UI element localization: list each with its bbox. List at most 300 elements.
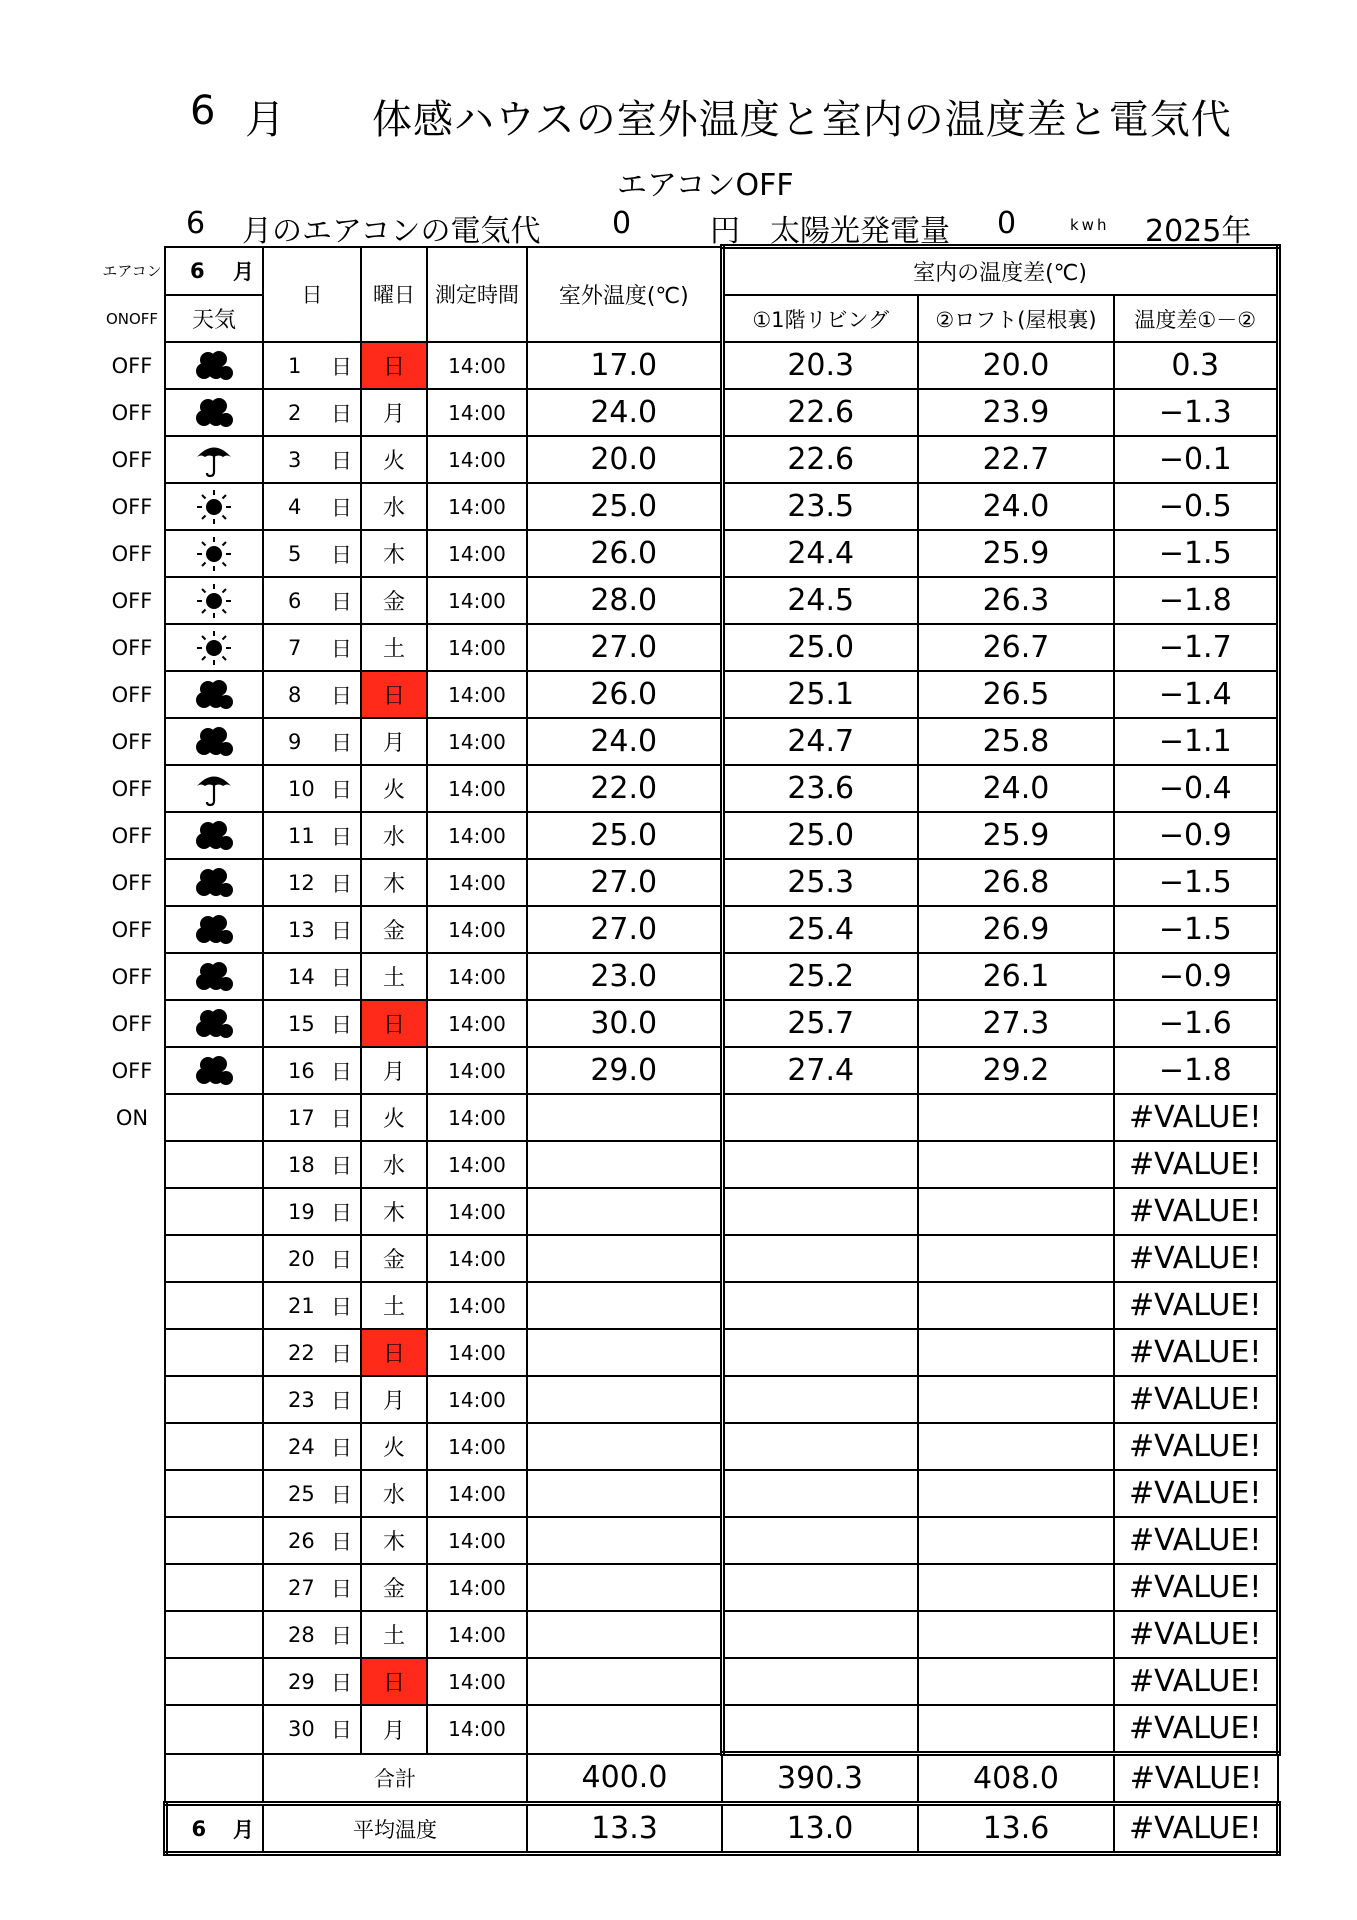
table-row	[100, 812, 1278, 859]
day-number: 30	[288, 1717, 315, 1742]
time-cell: 14:00	[427, 1564, 527, 1611]
day-unit: 日	[331, 1106, 352, 1131]
time-cell: 14:00	[427, 1423, 527, 1470]
ac-status: OFF	[111, 823, 153, 848]
cloudy-icon	[194, 726, 234, 758]
solar-label: 太陽光発電量	[770, 214, 950, 249]
time-cell: 14:00	[427, 812, 527, 859]
indoor1-temp-cell: 25.2	[722, 953, 918, 1000]
weather-cell	[165, 1376, 263, 1423]
average-indoor2: 13.6	[918, 1804, 1114, 1854]
day-unit: 日	[331, 1153, 352, 1178]
indoor1-temp-cell	[722, 1470, 918, 1517]
month-header-number: 6	[190, 258, 205, 283]
time-cell: 14:00	[427, 1188, 527, 1235]
outdoor-temp-cell	[527, 1235, 722, 1282]
indoor1-temp-cell	[722, 1705, 918, 1754]
day-cell	[263, 624, 361, 671]
diff-cell: −1.1	[1114, 718, 1278, 765]
indoor1-temp-cell	[722, 1423, 918, 1470]
weather-cell	[165, 1564, 263, 1611]
day-cell	[263, 1329, 361, 1376]
weather-column-header: 天気	[165, 295, 263, 342]
ac-status: OFF	[111, 400, 153, 425]
table-row	[100, 1658, 1278, 1705]
day-unit: 日	[331, 401, 352, 426]
day-number: 2	[288, 400, 302, 425]
totals-blank-cell	[165, 1754, 263, 1804]
indoor2-temp-cell	[918, 1141, 1114, 1188]
ac-status: ON	[115, 1105, 149, 1130]
weather-cell	[165, 1658, 263, 1705]
day-number: 14	[288, 964, 315, 989]
dow-cell: 火	[361, 436, 427, 483]
diff-cell: #VALUE!	[1114, 1329, 1278, 1376]
indoor2-temp-cell	[918, 1188, 1114, 1235]
day-cell	[263, 1047, 361, 1094]
totals-indoor2: 408.0	[918, 1754, 1114, 1804]
ac-status: OFF	[111, 870, 153, 895]
indoor1-temp-cell	[722, 1094, 918, 1141]
dow-cell: 木	[361, 1517, 427, 1564]
time-cell: 14:00	[427, 577, 527, 624]
cloudy-icon	[194, 867, 234, 899]
table-row	[100, 1000, 1278, 1047]
day-unit: 日	[331, 683, 352, 708]
indoor1-temp-cell: 25.0	[722, 624, 918, 671]
day-unit: 日	[331, 1388, 352, 1413]
day-number: 25	[288, 1481, 315, 1506]
outdoor-temp-cell	[527, 1517, 722, 1564]
day-number: 12	[288, 870, 315, 895]
dow-cell: 水	[361, 1141, 427, 1188]
indoor2-temp-cell: 24.0	[918, 483, 1114, 530]
temperature-table	[100, 244, 1281, 1856]
day-unit: 日	[331, 918, 352, 943]
cloudy-icon	[194, 820, 234, 852]
day-cell	[263, 342, 361, 389]
time-cell: 14:00	[427, 953, 527, 1000]
table-row	[100, 1282, 1278, 1329]
outdoor-temp-cell	[527, 1282, 722, 1329]
indoor1-temp-cell	[722, 1611, 918, 1658]
table-row	[100, 1423, 1278, 1470]
indoor1-temp-cell: 25.1	[722, 671, 918, 718]
table-row	[100, 859, 1278, 906]
day-number: 1	[288, 353, 302, 378]
outdoor-temp-cell	[527, 1094, 722, 1141]
day-number: 11	[288, 823, 315, 848]
average-month-unit: 月	[233, 1817, 254, 1842]
indoor1-temp-cell	[722, 1658, 918, 1705]
time-cell: 14:00	[427, 1282, 527, 1329]
outdoor-temp-cell	[527, 1564, 722, 1611]
diff-cell: −1.5	[1114, 859, 1278, 906]
table-row	[100, 906, 1278, 953]
dow-cell: 土	[361, 1282, 427, 1329]
dow-cell: 土	[361, 953, 427, 1000]
indoor1-temp-cell: 25.4	[722, 906, 918, 953]
onoff-header-label: ONOFF	[105, 309, 159, 328]
dow-cell: 水	[361, 812, 427, 859]
weather-cell	[165, 624, 263, 671]
weather-cell	[165, 436, 263, 483]
day-cell	[263, 530, 361, 577]
day-cell	[263, 1000, 361, 1047]
diff-cell: −0.9	[1114, 953, 1278, 1000]
table-row	[100, 389, 1278, 436]
indoor1-temp-cell	[722, 1235, 918, 1282]
day-number: 18	[288, 1152, 315, 1177]
weather-cell	[165, 1000, 263, 1047]
time-cell: 14:00	[427, 1047, 527, 1094]
day-cell	[263, 389, 361, 436]
page-title: 体感ハウスの室外温度と室内の温度差と電気代	[372, 97, 1232, 143]
cloudy-icon	[194, 397, 234, 429]
average-label: 平均温度	[263, 1804, 527, 1854]
sun-icon	[194, 489, 234, 525]
ac-status: OFF	[111, 917, 153, 942]
dow-cell: 水	[361, 1470, 427, 1517]
ac-status: OFF	[111, 776, 153, 801]
weather-cell	[165, 577, 263, 624]
outdoor-column-header: 室外温度(℃)	[527, 247, 722, 343]
day-cell	[263, 906, 361, 953]
diff-cell: #VALUE!	[1114, 1376, 1278, 1423]
outdoor-temp-cell: 22.0	[527, 765, 722, 812]
ac-status	[100, 1282, 165, 1329]
table-row	[100, 483, 1278, 530]
indoor1-temp-cell: 24.5	[722, 577, 918, 624]
weather-cell	[165, 1141, 263, 1188]
indoor1-temp-cell: 23.5	[722, 483, 918, 530]
average-month-cell	[165, 1804, 263, 1854]
ac-status	[100, 1235, 165, 1282]
totals-indoor1: 390.3	[722, 1754, 918, 1804]
outdoor-temp-cell	[527, 1611, 722, 1658]
diff-cell: −1.6	[1114, 1000, 1278, 1047]
outdoor-temp-cell: 17.0	[527, 342, 722, 389]
diff-cell: −1.8	[1114, 577, 1278, 624]
outdoor-temp-cell	[527, 1188, 722, 1235]
diff-cell: #VALUE!	[1114, 1658, 1278, 1705]
weather-cell	[165, 953, 263, 1000]
day-column-header: 日	[263, 247, 361, 343]
table-row	[100, 1235, 1278, 1282]
table-row	[100, 1047, 1278, 1094]
diff-cell: −1.3	[1114, 389, 1278, 436]
time-cell: 14:00	[427, 671, 527, 718]
day-cell	[263, 1564, 361, 1611]
day-unit: 日	[331, 1012, 352, 1037]
dow-cell: 金	[361, 906, 427, 953]
diff-cell: #VALUE!	[1114, 1564, 1278, 1611]
ac-status: OFF	[111, 682, 153, 707]
indoor2-temp-cell	[918, 1423, 1114, 1470]
day-unit: 日	[331, 589, 352, 614]
dow-cell: 水	[361, 483, 427, 530]
weather-cell	[165, 812, 263, 859]
ac-status	[100, 1564, 165, 1611]
dow-cell: 金	[361, 1564, 427, 1611]
weather-cell	[165, 1329, 263, 1376]
indoor2-temp-cell	[918, 1235, 1114, 1282]
outdoor-temp-cell: 30.0	[527, 1000, 722, 1047]
outdoor-temp-cell: 25.0	[527, 483, 722, 530]
outdoor-temp-cell: 24.0	[527, 389, 722, 436]
weather-cell	[165, 765, 263, 812]
table-row	[100, 765, 1278, 812]
weather-cell	[165, 1705, 263, 1754]
day-number: 24	[288, 1434, 315, 1459]
indoor1-temp-cell: 25.0	[722, 812, 918, 859]
solar-unit: kwh	[1070, 216, 1110, 234]
day-number: 28	[288, 1622, 315, 1647]
diff-cell: −0.5	[1114, 483, 1278, 530]
day-unit: 日	[331, 777, 352, 802]
diff-cell: #VALUE!	[1114, 1188, 1278, 1235]
sun-icon	[194, 630, 234, 666]
day-unit: 日	[331, 1200, 352, 1225]
day-unit: 日	[331, 354, 352, 379]
average-outdoor: 13.3	[527, 1804, 722, 1854]
diff-cell: −1.4	[1114, 671, 1278, 718]
dow-cell: 火	[361, 1423, 427, 1470]
cloudy-icon	[194, 679, 234, 711]
indoor2-temp-cell: 27.3	[918, 1000, 1114, 1047]
day-cell	[263, 483, 361, 530]
indoor2-temp-cell	[918, 1611, 1114, 1658]
day-unit: 日	[331, 1482, 352, 1507]
weather-cell	[165, 1235, 263, 1282]
table-row	[100, 1094, 1278, 1141]
ac-status	[100, 1376, 165, 1423]
outdoor-temp-cell	[527, 1470, 722, 1517]
day-number: 4	[288, 494, 302, 519]
indoor-group-header: 室内の温度差(℃)	[722, 247, 1278, 296]
dow-column-header: 曜日	[361, 247, 427, 343]
sun-icon	[194, 536, 234, 572]
indoor1-temp-cell	[722, 1517, 918, 1564]
dow-cell: 木	[361, 859, 427, 906]
ac-status: OFF	[111, 353, 153, 378]
dow-cell: 日	[361, 671, 427, 718]
indoor2-temp-cell	[918, 1658, 1114, 1705]
dow-cell: 土	[361, 624, 427, 671]
dow-cell: 火	[361, 765, 427, 812]
weather-cell	[165, 530, 263, 577]
ac-status	[100, 1188, 165, 1235]
indoor1-temp-cell	[722, 1141, 918, 1188]
outdoor-temp-cell: 26.0	[527, 530, 722, 577]
day-number: 29	[288, 1669, 315, 1694]
table-row	[100, 1517, 1278, 1564]
diff-cell: #VALUE!	[1114, 1611, 1278, 1658]
diff-cell: #VALUE!	[1114, 1470, 1278, 1517]
month-header-unit: 月	[233, 259, 254, 284]
diff-cell: −1.5	[1114, 906, 1278, 953]
dow-cell: 月	[361, 1705, 427, 1754]
diff-column-header: 温度差①－②	[1114, 295, 1278, 342]
dow-cell: 月	[361, 1376, 427, 1423]
dow-cell: 土	[361, 1611, 427, 1658]
ac-status	[100, 1658, 165, 1705]
indoor2-temp-cell: 26.8	[918, 859, 1114, 906]
table-row	[100, 577, 1278, 624]
indoor2-temp-cell	[918, 1517, 1114, 1564]
day-cell	[263, 1282, 361, 1329]
day-unit: 日	[331, 871, 352, 896]
cloudy-icon	[194, 1008, 234, 1040]
outdoor-temp-cell: 25.0	[527, 812, 722, 859]
day-unit: 日	[331, 1670, 352, 1695]
day-unit: 日	[331, 1294, 352, 1319]
day-cell	[263, 1517, 361, 1564]
ac-status: OFF	[111, 635, 153, 660]
indoor2-column-header: ②ロフト(屋根裏)	[918, 295, 1114, 342]
table-row	[100, 1705, 1278, 1754]
indoor2-temp-cell	[918, 1376, 1114, 1423]
weather-cell	[165, 1188, 263, 1235]
indoor2-temp-cell: 26.7	[918, 624, 1114, 671]
ac-status	[100, 1470, 165, 1517]
totals-outdoor: 400.0	[527, 1754, 722, 1804]
time-cell: 14:00	[427, 1517, 527, 1564]
day-number: 19	[288, 1199, 315, 1224]
ac-status: OFF	[111, 1058, 153, 1083]
ac-status: OFF	[111, 447, 153, 472]
day-cell	[263, 859, 361, 906]
dow-cell: 火	[361, 1094, 427, 1141]
table-row	[100, 718, 1278, 765]
ac-status: OFF	[111, 541, 153, 566]
indoor1-temp-cell	[722, 1376, 918, 1423]
indoor2-temp-cell: 22.7	[918, 436, 1114, 483]
day-unit: 日	[331, 1623, 352, 1648]
dow-cell: 木	[361, 530, 427, 577]
ac-status	[100, 1329, 165, 1376]
indoor2-temp-cell	[918, 1282, 1114, 1329]
ac-status	[100, 1705, 165, 1754]
weather-cell	[165, 1470, 263, 1517]
day-unit: 日	[331, 1341, 352, 1366]
indoor2-temp-cell: 29.2	[918, 1047, 1114, 1094]
dow-cell: 月	[361, 718, 427, 765]
cloudy-icon	[194, 961, 234, 993]
indoor2-temp-cell	[918, 1094, 1114, 1141]
time-cell: 14:00	[427, 1094, 527, 1141]
title-month: 6	[190, 88, 216, 134]
dow-cell: 金	[361, 577, 427, 624]
diff-cell: #VALUE!	[1114, 1094, 1278, 1141]
day-unit: 日	[331, 1435, 352, 1460]
outdoor-temp-cell	[527, 1705, 722, 1754]
outdoor-temp-cell	[527, 1141, 722, 1188]
cost-label: 月のエアコンの電気代	[242, 214, 541, 249]
totals-diff: #VALUE!	[1114, 1754, 1278, 1804]
indoor2-temp-cell: 26.3	[918, 577, 1114, 624]
weather-cell	[165, 483, 263, 530]
table-row	[100, 530, 1278, 577]
weather-cell	[165, 1094, 263, 1141]
day-number: 15	[288, 1011, 315, 1036]
indoor1-temp-cell: 27.4	[722, 1047, 918, 1094]
day-number: 10	[288, 776, 315, 801]
umbrella-icon	[194, 771, 234, 807]
diff-cell: −1.7	[1114, 624, 1278, 671]
table-row	[100, 624, 1278, 671]
time-cell: 14:00	[427, 389, 527, 436]
day-number: 26	[288, 1528, 315, 1553]
dow-cell: 日	[361, 1329, 427, 1376]
diff-cell: #VALUE!	[1114, 1423, 1278, 1470]
table-row	[100, 1188, 1278, 1235]
day-unit: 日	[331, 1247, 352, 1272]
diff-cell: #VALUE!	[1114, 1282, 1278, 1329]
day-cell	[263, 1658, 361, 1705]
title-month-unit: 月	[245, 97, 285, 143]
time-cell: 14:00	[427, 765, 527, 812]
dow-cell: 日	[361, 1658, 427, 1705]
day-unit: 日	[331, 1529, 352, 1554]
diff-cell: −1.5	[1114, 530, 1278, 577]
ac-status	[100, 1141, 165, 1188]
outdoor-temp-cell	[527, 1376, 722, 1423]
indoor2-temp-cell	[918, 1705, 1114, 1754]
indoor1-temp-cell	[722, 1282, 918, 1329]
day-number: 22	[288, 1340, 315, 1365]
day-number: 5	[288, 541, 302, 566]
time-cell: 14:00	[427, 342, 527, 389]
day-number: 6	[288, 588, 302, 613]
diff-cell: −1.8	[1114, 1047, 1278, 1094]
weather-cell	[165, 718, 263, 765]
day-cell	[263, 718, 361, 765]
outdoor-temp-cell: 28.0	[527, 577, 722, 624]
table-row	[100, 1564, 1278, 1611]
diff-cell: #VALUE!	[1114, 1235, 1278, 1282]
ac-status: OFF	[111, 494, 153, 519]
totals-label: 合計	[263, 1754, 527, 1804]
indoor1-temp-cell: 25.3	[722, 859, 918, 906]
indoor1-temp-cell	[722, 1188, 918, 1235]
ac-status	[100, 1611, 165, 1658]
weather-cell	[165, 1611, 263, 1658]
ac-status	[100, 1423, 165, 1470]
indoor2-temp-cell	[918, 1564, 1114, 1611]
table-row	[100, 1376, 1278, 1423]
cloudy-icon	[194, 350, 234, 382]
day-unit: 日	[331, 1576, 352, 1601]
diff-cell: 0.3	[1114, 342, 1278, 389]
day-cell	[263, 577, 361, 624]
dow-cell: 日	[361, 342, 427, 389]
indoor1-temp-cell: 23.6	[722, 765, 918, 812]
average-indoor1: 13.0	[722, 1804, 918, 1854]
time-cell: 14:00	[427, 1376, 527, 1423]
dow-cell: 日	[361, 1000, 427, 1047]
dow-cell: 月	[361, 1047, 427, 1094]
ac-status: OFF	[111, 588, 153, 613]
day-unit: 日	[331, 448, 352, 473]
weather-cell	[165, 906, 263, 953]
outdoor-temp-cell: 27.0	[527, 624, 722, 671]
day-cell	[263, 1705, 361, 1754]
diff-cell: #VALUE!	[1114, 1141, 1278, 1188]
indoor2-temp-cell: 20.0	[918, 342, 1114, 389]
cost-value: 0	[612, 206, 632, 241]
cost-month: 6	[186, 206, 206, 241]
